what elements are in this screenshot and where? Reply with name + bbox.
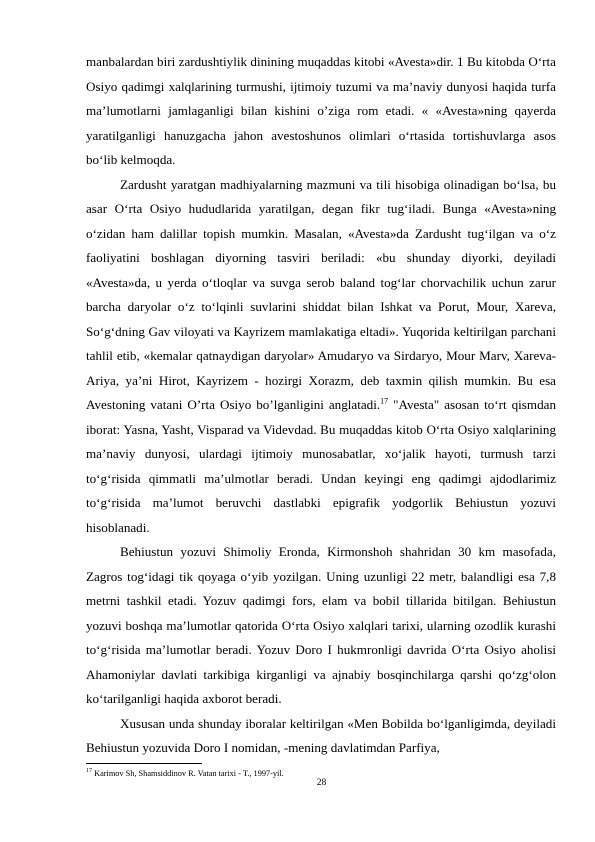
- paragraph-behiustun: Behiustun yozuvi Shimoliy Eronda, Kirmonshoh shahridan 30 km masofada, Zagros tog‘idagi tik qoyaga o‘yib yozilgan. Uning uzunligi 22 metr, balandligi esa 7,8 metrni tashkil etadi. Yozuv qadimgi fors, elam va bobil tillarida bitilgan. Behiustun yozuvi boshqa ma’lumotlar qatorida O‘rta Osiyo xalqlari tarixi, ularning ozodlik kurashi to‘g‘risida ma’lumotlar beradi. Yozuv Doro I hukmronligi davrida O‘rta Osiyo aholisi Ahamoniylar davlati tarkibiga kirganligi va ajnabiy bosqinchilarga qarshi qo‘zg‘olon ko‘tarilganligi haqida axborot beradi.: [86, 544, 556, 706]
- footnote-text: Karimov Sh, Shamsiddinov R. Vatan tarixi - T., 1997-yil.: [92, 768, 284, 778]
- footnote-number: 17: [86, 768, 92, 774]
- paragraph-zardusht-text: Zardusht yaratgan madhiyalarning mazmuni va tili hisobiga olinadigan bo‘lsa, bu asar O‘rta Osiyo hududlarida yaratilgan, degan fikr tug‘iladi. Bunga «Avesta»ning o‘zidan ham dalillar topish mumkin. Masalan, «Avesta»da Zardusht tug‘ilgan va o‘z faoliyatini boshlagan diyorning tasviri beriladi: «bu shunday diyorki, deyiladi «Avesta»da, u yerda o‘tloqlar va suvga serob baland tog‘lar chorvachilik uchun zarur barcha daryolar o‘z to‘lqinli suvlarini shiddat bilan Ishkat va Porut, Mour, Xareva, So‘g‘dning Gav viloyati va Kayrizem mamlakatiga eltadi». Yuqorida keltirilgan parchani tahlil etib, «kemalar qatnaydigan daryolar» Amudaryo va Sirdaryo, Mour Marv, Xareva-Ariya, ya’ni Hirot, Kayrizem - hozirgi Xorazm, deb taxmin qilish mumkin. Bu esa Avestoning vatani O’rta Osiyo bo’lganligini anglatadi.: [86, 176, 556, 412]
- footnote: [86, 766, 556, 779]
- page-body: [86, 50, 556, 761]
- page-number: 28: [316, 778, 327, 788]
- paragraph-zardusht: [86, 173, 556, 541]
- paragraph-xususan: Xususan unda shunday iboralar keltirilgan «Men Bobilda bo‘lganligimda, deyiladi Behiustun yozuvida Doro I nomidan, -mening davlatimdan Parfiya,: [86, 715, 556, 755]
- footnote-separator: [86, 763, 202, 764]
- paragraph-avesta-intro: manbalardan biri zardushtiylik dinining muqaddas kitobi «Avesta»dir. 1 Bu kitobda O‘rta Osiyo qadimgi xalqlarining turmushi, ijtimoiy tuzumi va ma’naviy dunyosi haqida turfa ma’lumotlarni jamlaganligi bilan kishini o’ziga rom etadi. « «Avesta»ning qayerda yaratilganligi hanuzgacha jahon avestoshunos olimlari o‘rtasida tortishuvlarga asos bo‘lib kelmoqda.: [86, 54, 556, 167]
- paragraph-avesta-parts: "Avesta" asosan to‘rt qismdan iborat: Yasna, Yasht, Visparad va Videvdad. Bu muqaddas kitob O‘rta Osiyo xalqlarining ma’naviy dunyosi, ulardagi ijtimoiy munosabatlar, xo‘jalik hayoti, turmush tarzi to‘g‘risida qimmatli ma’ulmotlar beradi. Undan keyingi eng qadimgi ajdodlarimiz to‘g‘risida ma’lumot beruvchi dastlabki epigrafik yodgorlik Behiustun yozuvi hisoblanadi.: [86, 397, 556, 535]
- footnote-reference: 17: [380, 396, 389, 406]
